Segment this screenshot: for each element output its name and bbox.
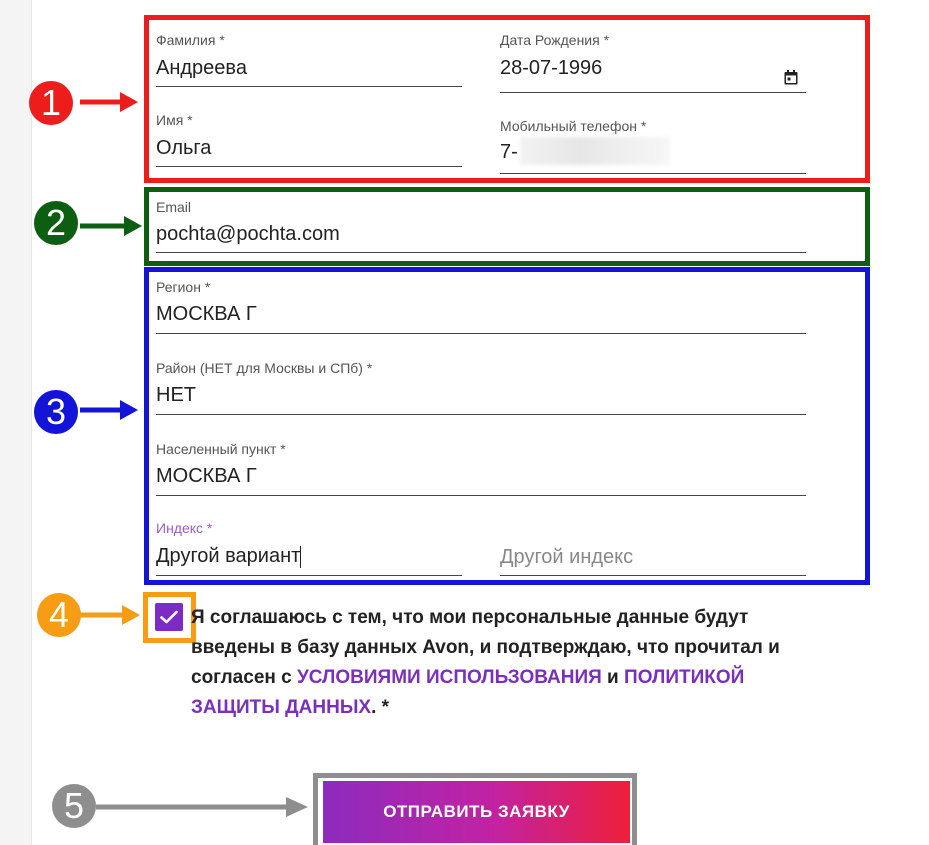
annotation-arrow-5 — [96, 795, 310, 819]
surname-label: Фамилия * — [156, 32, 225, 48]
annotation-marker-5: 5 — [52, 784, 96, 828]
surname-underline — [156, 86, 462, 87]
district-underline — [156, 414, 806, 415]
email-label: Email — [156, 199, 192, 215]
other-index-underline — [500, 575, 806, 576]
index-value-text: Другой вариант — [156, 545, 301, 567]
consent-checkbox[interactable] — [155, 603, 183, 631]
annotation-marker-2: 2 — [34, 201, 78, 245]
privacy-link[interactable]: ПОЛИТИКОЙ ЗАЩИТЫ ДАННЫХ — [191, 667, 745, 718]
name-field[interactable] — [156, 112, 462, 168]
terms-link[interactable]: УСЛОВИЯМИ ИСПОЛЬЗОВАНИЯ — [296, 667, 602, 688]
name-underline — [156, 166, 462, 167]
email-underline — [156, 252, 806, 253]
consent-text — [191, 603, 811, 723]
consent-text-main: Я соглашаюсь с тем, что мои персональные данные будут введены в базу данных Avon, и подтверждаю, что прочитал и согласен с — [191, 607, 780, 688]
locality-underline — [156, 495, 806, 496]
index-field[interactable] — [156, 520, 462, 578]
region-label: Регион * — [156, 279, 211, 295]
other-index-placeholder: Другой индекс — [500, 546, 634, 568]
annotation-arrow-3 — [80, 398, 140, 422]
consent-text-and: и — [601, 667, 625, 688]
region-underline — [156, 333, 806, 334]
annotation-marker-1: 1 — [29, 81, 73, 125]
region-value[interactable]: МОСКВА Г — [156, 303, 257, 325]
surname-field[interactable] — [156, 32, 462, 88]
phone-underline — [500, 173, 806, 174]
birthdate-field[interactable] — [500, 32, 806, 94]
birthdate-underline — [500, 92, 806, 93]
consent-text-end: . * — [371, 697, 390, 718]
name-label: Имя * — [156, 112, 193, 128]
locality-value[interactable]: МОСКВА Г — [156, 465, 257, 487]
index-label: Индекс * — [156, 520, 213, 536]
submit-button[interactable]: ОТПРАВИТЬ ЗАЯВКУ — [323, 781, 630, 843]
name-value[interactable]: Ольга — [156, 137, 212, 159]
annotation-arrow-2 — [80, 214, 144, 238]
district-value[interactable]: НЕТ — [156, 384, 196, 406]
birthdate-value[interactable]: 28-07-1996 — [500, 57, 603, 79]
other-index-input[interactable] — [500, 540, 806, 578]
annotation-arrow-1 — [80, 90, 140, 114]
surname-value[interactable]: Андреева — [156, 57, 247, 79]
annotation-marker-3: 3 — [34, 390, 78, 434]
text-caret — [300, 546, 301, 568]
annotation-marker-4: 4 — [37, 593, 81, 637]
index-value[interactable] — [156, 545, 301, 568]
annotation-arrow-4 — [80, 603, 142, 627]
phone-value[interactable]: 7- — [500, 141, 518, 163]
calendar-icon[interactable] — [784, 70, 798, 85]
birthdate-label: Дата Рождения * — [500, 32, 610, 48]
phone-label: Мобильный телефон * — [500, 118, 647, 134]
page-left-margin — [0, 0, 32, 845]
locality-label: Населенный пункт * — [156, 441, 286, 457]
phone-redaction — [520, 137, 670, 165]
district-field[interactable] — [156, 360, 806, 416]
email-value[interactable]: pochta@pochta.com — [156, 223, 340, 245]
locality-field[interactable] — [156, 441, 806, 497]
district-label: Район (НЕТ для Москвы и СПб) * — [156, 360, 373, 376]
region-field[interactable] — [156, 279, 806, 335]
email-field[interactable] — [156, 199, 806, 255]
checkmark-icon — [160, 610, 178, 624]
index-underline — [156, 575, 462, 576]
